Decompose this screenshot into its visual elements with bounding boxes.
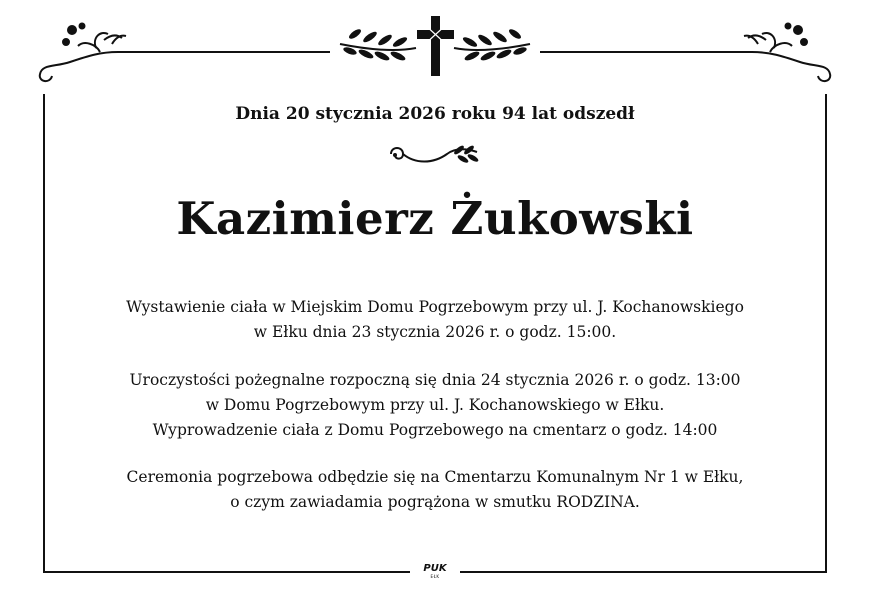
ceremony-paragraph [60,368,810,443]
deceased-name: Kazimierz Żukowski [176,192,694,245]
paragraph-line: w Ełku dnia 23 stycznia 2026 r. o godz. 15:00. [253,323,617,341]
paragraph-line: Uroczystości pożegnalne rozpoczną się dnia 24 stycznia 2026 r. o godz. 13:00 [129,371,741,389]
logo-sub-text: EŁK [430,574,440,579]
paragraph-line: w Domu Pogrzebowym przy ul. J. Kochanowskiego w Ełku. [205,396,665,414]
corner-flourish-icon-right [744,24,830,82]
laurel-branch-icon-right [454,28,530,63]
burial-paragraph [60,465,810,515]
logo-main-text: PUK [423,563,447,574]
death-announcement-header: Dnia 20 stycznia 2026 roku 94 lat odszedł [235,104,635,124]
laurel-branch-icon-left [340,28,416,63]
puk-logo [410,563,460,579]
cross-icon [417,16,454,76]
paragraph-line: Ceremonia pogrzebowa odbędzie się na Cmentarzu Komunalnym Nr 1 w Ełku, [126,468,744,486]
viewing-paragraph [60,295,810,345]
corner-flourish-icon-left [40,24,126,82]
paragraph-line: Wyprowadzenie ciała z Domu Pogrzebowego na cmentarz o godz. 14:00 [152,421,718,439]
swirl-leaf-divider-icon [385,142,485,168]
paragraph-line: o czym zawiadamia pogrążona w smutku RODZINA. [230,493,640,511]
paragraph-line: Wystawienie ciała w Miejskim Domu Pogrzebowym przy ul. J. Kochanowskiego [126,298,744,316]
